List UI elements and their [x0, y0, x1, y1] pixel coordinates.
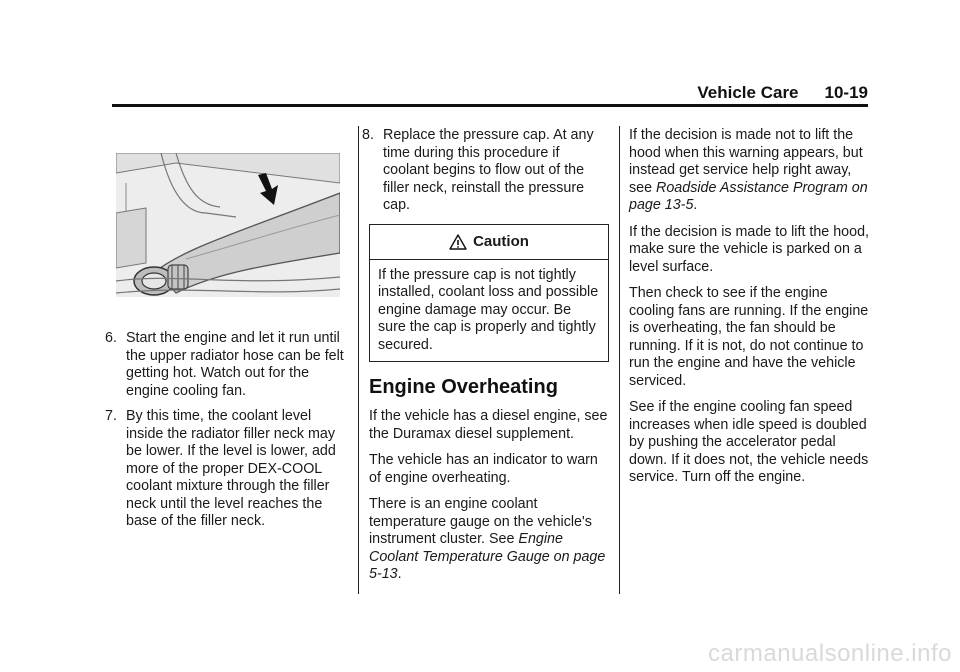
step-text: Start the engine and let it run until the upper radiator hose can be felt getting hot. Watch out for the engine cooling fan. [126, 330, 344, 399]
step-text: By this time, the coolant level inside the radiator filler neck may be lower. If the level is lower, add more of the proper DEX-COOL coolant mixture through the filler neck until the level reaches the base of the filler neck. [126, 408, 336, 529]
paragraph: If the vehicle has a diesel engine, see the Duramax diesel supplement. [369, 408, 608, 442]
column-divider-1 [358, 126, 359, 594]
paragraph: Then check to see if the engine cooling fans are running. If the engine is overheating, the fan should be running. If it is not, do not continue to run the engine and have the vehicle serviced. [629, 285, 869, 389]
step-8 [362, 127, 609, 215]
step-7 [105, 408, 348, 531]
cross-reference-link[interactable]: Roadside Assistance Program on page 13-5 [629, 179, 868, 213]
paragraph-text: There is an engine coolant temperature gauge on the vehicle's instrument cluster. See [369, 496, 592, 547]
column-divider-2 [619, 126, 620, 594]
paragraph: See if the engine cooling fan speed increases when idle speed is doubled by pushing the accelerator pedal down. If it does not, the vehicle needs service. Turn off the engine. [629, 399, 869, 485]
paragraph: If the decision is made to lift the hood, make sure the vehicle is parked on a level surface. [629, 223, 870, 275]
column-2 [362, 127, 609, 593]
cross-reference-link[interactable]: Engine Coolant Temperature Gauge on page 5-13 [369, 531, 606, 582]
caution-text: If the pressure cap is not tightly installed, coolant loss and possible engine damage may occur. Be sure the cap is properly and tightly secured. [378, 266, 599, 353]
step-text: Replace the pressure cap. At any time during this procedure if coolant begins to flow out of the filler neck, reinstall the pressure cap. [383, 127, 594, 213]
paragraph-end: . [397, 566, 402, 582]
section-heading: Engine Overheating [369, 376, 558, 398]
paragraph-text: If the decision is made not to lift the hood when this warning appears, but instead get service help right away, see [629, 127, 863, 196]
section-title: Vehicle Care [697, 83, 799, 102]
caution-header [370, 225, 608, 260]
radiator-hose-illustration [116, 153, 340, 297]
paragraph [369, 496, 609, 584]
page-number: 10-19 [824, 83, 868, 102]
caution-title: Caution [473, 232, 529, 250]
column-1 [105, 330, 348, 539]
warning-triangle-icon [449, 234, 467, 250]
paragraph [629, 127, 869, 215]
paragraph: The vehicle has an indicator to warn of engine overheating. [369, 452, 598, 486]
step-number: 8. [362, 127, 374, 143]
watermark: carmanualsonline.info [708, 640, 952, 667]
caution-box [369, 224, 609, 363]
step-number: 7. [105, 408, 117, 424]
column-3 [629, 127, 869, 496]
step-number: 6. [105, 330, 117, 346]
step-6 [105, 330, 348, 400]
paragraph-end: . [693, 197, 698, 213]
header-rule [112, 104, 868, 107]
page-header [112, 84, 868, 102]
